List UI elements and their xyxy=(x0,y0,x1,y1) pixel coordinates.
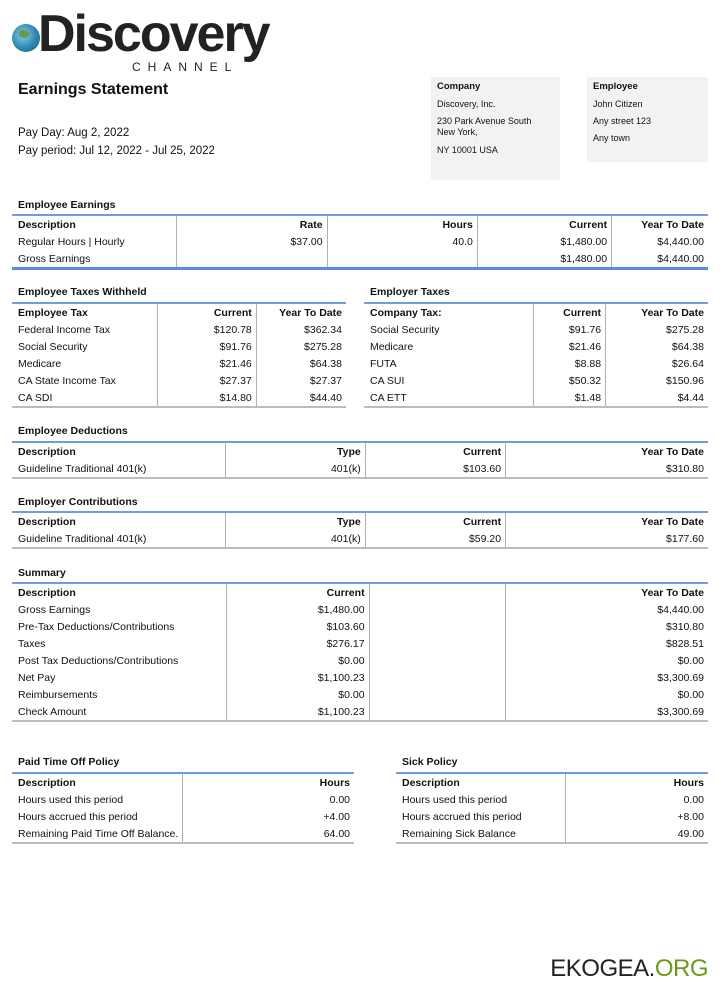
table-cell: Guideline Traditional 401(k) xyxy=(18,532,147,545)
table-cell: Hours used this period xyxy=(402,793,508,806)
table-cell: Check Amount xyxy=(18,705,87,718)
column-header: Year To Date xyxy=(612,215,708,233)
table-cell: $275.28 xyxy=(606,321,708,338)
column-header: Description xyxy=(18,776,76,789)
pay-day: Pay Day: Aug 2, 2022 xyxy=(18,127,130,139)
table-cell: CA SUI xyxy=(370,374,405,387)
company-address-line3: NY 10001 USA xyxy=(437,144,498,155)
table-cell: CA State Income Tax xyxy=(18,374,116,387)
ekogea-watermark xyxy=(550,955,708,983)
deductions-table xyxy=(12,441,708,479)
table-row xyxy=(12,355,346,372)
table-cell: $4,440.00 xyxy=(506,601,708,618)
table-header xyxy=(12,442,708,460)
table-cell: $27.37 xyxy=(256,372,346,389)
table-cell: $14.80 xyxy=(158,389,257,407)
table-row xyxy=(396,808,708,825)
column-header: Current xyxy=(158,303,257,321)
table-cell: $103.60 xyxy=(226,618,369,635)
table-cell: $0.00 xyxy=(506,652,708,669)
table-header xyxy=(12,215,708,233)
table-row xyxy=(12,635,708,652)
table-cell xyxy=(369,635,506,652)
table-row xyxy=(12,703,708,721)
sick-table xyxy=(396,772,708,844)
table-header xyxy=(12,773,354,791)
table-cell xyxy=(369,601,506,618)
table-cell: Social Security xyxy=(18,340,88,353)
table-cell: $21.46 xyxy=(533,338,605,355)
column-header: Year To Date xyxy=(606,303,708,321)
table-cell: $0.00 xyxy=(226,686,369,703)
table-cell xyxy=(177,250,327,269)
table-cell xyxy=(369,652,506,669)
table-row xyxy=(12,808,354,825)
table-row xyxy=(12,686,708,703)
column-header: Current xyxy=(533,303,605,321)
table-cell: Net Pay xyxy=(18,671,56,684)
employee-town: Any town xyxy=(593,133,631,144)
table-row xyxy=(12,825,354,843)
table-header xyxy=(396,773,708,791)
employee-name: John Citizen xyxy=(593,98,643,109)
table-cell: Federal Income Tax xyxy=(18,323,111,336)
column-header: Year To Date xyxy=(506,512,708,530)
column-header: Description xyxy=(402,776,460,789)
column-header: Year To Date xyxy=(506,442,708,460)
column-header: Description xyxy=(18,218,76,231)
table-cell: 0.00 xyxy=(565,791,708,808)
table-row xyxy=(12,652,708,669)
table-cell: Hours used this period xyxy=(18,793,124,806)
table-cell: $21.46 xyxy=(158,355,257,372)
table-cell: Hours accrued this period xyxy=(402,810,522,823)
employee-box xyxy=(587,77,708,162)
summary-table xyxy=(12,582,708,722)
table-cell: 64.00 xyxy=(183,825,354,843)
table-cell: $27.37 xyxy=(158,372,257,389)
table-header xyxy=(12,512,708,530)
table-header xyxy=(364,303,708,321)
logo-subtitle: CHANNEL xyxy=(132,60,239,74)
table-row xyxy=(396,825,708,843)
discovery-channel-logo xyxy=(12,5,282,74)
table-cell: FUTA xyxy=(370,357,397,370)
column-header: Year To Date xyxy=(256,303,346,321)
table-cell xyxy=(369,703,506,721)
table-cell: $828.51 xyxy=(506,635,708,652)
table-cell: Regular Hours | Hourly xyxy=(18,235,125,248)
column-header: Description xyxy=(18,445,76,458)
table-cell: $91.76 xyxy=(533,321,605,338)
table-cell: $0.00 xyxy=(506,686,708,703)
table-cell: $3,300.69 xyxy=(506,669,708,686)
company-heading: Company xyxy=(437,81,481,92)
table-cell: Medicare xyxy=(18,357,62,370)
table-cell xyxy=(369,618,506,635)
table-cell: 0.00 xyxy=(183,791,354,808)
emp-taxes-table xyxy=(12,302,346,408)
table-cell: $103.60 xyxy=(365,460,505,478)
earnings-section-title: Employee Earnings xyxy=(18,199,116,211)
table-cell: $59.20 xyxy=(365,530,505,548)
table-row xyxy=(364,338,708,355)
table-cell: $4,440.00 xyxy=(612,233,708,250)
table-cell: $4,440.00 xyxy=(612,250,708,269)
summary-section-title: Summary xyxy=(18,567,66,579)
column-header: Hours xyxy=(327,215,477,233)
column-header: Rate xyxy=(177,215,327,233)
table-cell: $8.88 xyxy=(533,355,605,372)
table-cell: $1,100.23 xyxy=(226,669,369,686)
table-cell: CA ETT xyxy=(370,391,407,404)
column-header xyxy=(369,583,506,601)
table-cell: Pre-Tax Deductions/Contributions xyxy=(18,620,175,633)
table-cell: $177.60 xyxy=(506,530,708,548)
contributions-section-title: Employer Contributions xyxy=(18,496,138,508)
employee-street: Any street 123 xyxy=(593,116,652,127)
table-cell: $26.64 xyxy=(606,355,708,372)
table-cell: 401(k) xyxy=(226,460,366,478)
table-cell: Post Tax Deductions/Contributions xyxy=(18,654,179,667)
table-row xyxy=(12,389,346,407)
table-cell: $310.80 xyxy=(506,460,708,478)
sick-section-title: Sick Policy xyxy=(402,756,458,768)
table-cell: Remaining Paid Time Off Balance. xyxy=(18,827,179,840)
table-cell: $1,100.23 xyxy=(226,703,369,721)
logo-wordmark: Discovery xyxy=(38,5,269,63)
table-row xyxy=(364,372,708,389)
table-cell: $4.44 xyxy=(606,389,708,407)
table-cell: 40.0 xyxy=(327,233,477,250)
er-taxes-section-title: Employer Taxes xyxy=(370,286,450,298)
emp-taxes-section-title: Employee Taxes Withheld xyxy=(18,286,147,298)
table-row xyxy=(12,233,708,250)
table-cell: $44.40 xyxy=(256,389,346,407)
table-row xyxy=(12,250,708,269)
column-header: Company Tax: xyxy=(370,306,442,319)
table-cell: Remaining Sick Balance xyxy=(402,827,516,840)
table-cell: $91.76 xyxy=(158,338,257,355)
table-cell xyxy=(327,250,477,269)
table-cell: Gross Earnings xyxy=(18,252,91,265)
table-cell: $275.28 xyxy=(256,338,346,355)
table-cell: $0.00 xyxy=(226,652,369,669)
watermark-accent: ORG xyxy=(654,955,708,982)
table-cell: $362.34 xyxy=(256,321,346,338)
er-taxes-table xyxy=(364,302,708,408)
deductions-section-title: Employee Deductions xyxy=(18,425,128,437)
table-row xyxy=(12,601,708,618)
column-header: Description xyxy=(18,586,76,599)
table-row xyxy=(396,791,708,808)
column-header: Type xyxy=(226,512,366,530)
column-header: Hours xyxy=(183,773,354,791)
company-address-line2: New York, xyxy=(437,127,478,138)
table-row xyxy=(12,338,346,355)
table-row xyxy=(12,618,708,635)
table-cell: $64.38 xyxy=(606,338,708,355)
pto-table xyxy=(12,772,354,844)
table-row xyxy=(364,355,708,372)
page-title: Earnings Statement xyxy=(18,81,169,98)
table-cell: +8.00 xyxy=(565,808,708,825)
company-address-line1: 230 Park Avenue South xyxy=(437,116,532,127)
pto-section-title: Paid Time Off Policy xyxy=(18,756,120,768)
column-header: Hours xyxy=(565,773,708,791)
table-row xyxy=(12,460,708,478)
employee-heading: Employee xyxy=(593,81,638,92)
table-cell: Reimbursements xyxy=(18,688,98,701)
table-cell xyxy=(369,669,506,686)
table-row xyxy=(12,321,346,338)
column-header: Current xyxy=(365,442,505,460)
column-header: Current xyxy=(477,215,611,233)
table-row xyxy=(12,372,346,389)
watermark-main: EKOGEA. xyxy=(550,955,655,982)
table-cell: +4.00 xyxy=(183,808,354,825)
company-box xyxy=(431,77,560,180)
globe-icon xyxy=(12,24,40,52)
column-header: Current xyxy=(226,583,369,601)
table-cell: $1,480.00 xyxy=(477,250,611,269)
table-cell: CA SDI xyxy=(18,391,53,404)
table-row xyxy=(364,389,708,407)
column-header: Employee Tax xyxy=(18,306,88,319)
table-cell: Hours accrued this period xyxy=(18,810,138,823)
table-cell: $64.38 xyxy=(256,355,346,372)
table-cell: $150.96 xyxy=(606,372,708,389)
company-name: Discovery, Inc. xyxy=(437,98,496,109)
table-row xyxy=(12,530,708,548)
table-cell: Social Security xyxy=(370,323,440,336)
table-cell: 401(k) xyxy=(226,530,366,548)
table-cell xyxy=(369,686,506,703)
contributions-table xyxy=(12,511,708,549)
table-cell: $3,300.69 xyxy=(506,703,708,721)
table-cell: $1.48 xyxy=(533,389,605,407)
table-cell: Gross Earnings xyxy=(18,603,91,616)
table-cell: Medicare xyxy=(370,340,414,353)
table-cell: $1,480.00 xyxy=(226,601,369,618)
table-row xyxy=(12,669,708,686)
table-cell: $276.17 xyxy=(226,635,369,652)
table-cell: $50.32 xyxy=(533,372,605,389)
table-header xyxy=(12,583,708,601)
column-header: Current xyxy=(365,512,505,530)
table-row xyxy=(364,321,708,338)
column-header: Description xyxy=(18,515,76,528)
pay-period: Pay period: Jul 12, 2022 - Jul 25, 2022 xyxy=(18,145,215,157)
column-header: Type xyxy=(226,442,366,460)
table-row xyxy=(12,791,354,808)
earnings-table xyxy=(12,214,708,270)
table-cell: 49.00 xyxy=(565,825,708,843)
table-cell: $1,480.00 xyxy=(477,233,611,250)
table-cell: Guideline Traditional 401(k) xyxy=(18,462,147,475)
table-cell: Taxes xyxy=(18,637,46,650)
table-header xyxy=(12,303,346,321)
column-header: Year To Date xyxy=(506,583,708,601)
table-cell: $120.78 xyxy=(158,321,257,338)
table-cell: $37.00 xyxy=(177,233,327,250)
table-cell: $310.80 xyxy=(506,618,708,635)
